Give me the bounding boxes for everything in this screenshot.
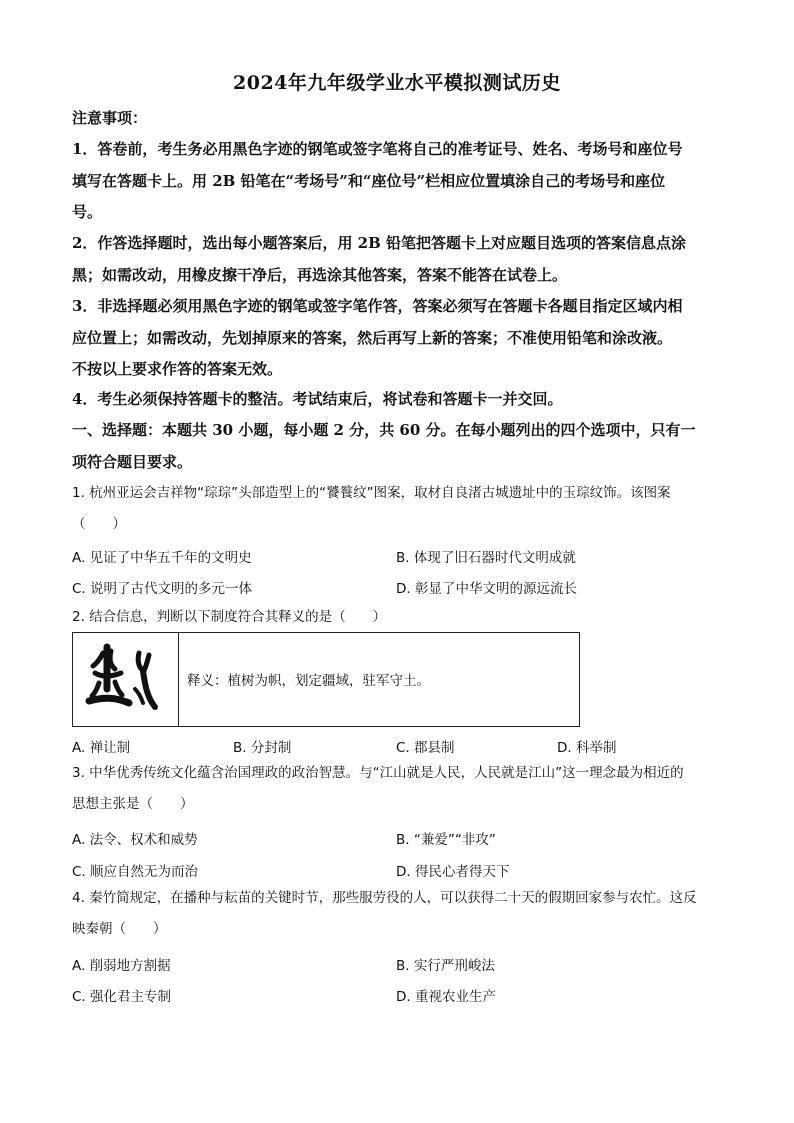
question-2-stem-line1: 2. 结合信息，判断以下制度符合其释义的是（ ）: [72, 609, 387, 625]
notice-item-3-line1: 3．非选择题必须用黑色字迹的钢笔或签字笔作答，答案必须写在答题卡各题目指定区域内相: [72, 297, 683, 315]
question-1-stem-line2: （ ）: [72, 516, 126, 532]
question-2-info-table: [72, 632, 580, 727]
question-4-stem-line2: 映秦朝（ ）: [72, 921, 167, 937]
question-3-stem-line1: 3. 中华优秀传统文化蕴含治国理政的政治智慧。与“江山就是人民，人民就是江山”这一理念最为相近的: [72, 765, 684, 781]
question-1: [72, 478, 722, 540]
question-2-option-a: A. 禅让制: [72, 740, 131, 756]
question-3: [72, 758, 722, 820]
notice-item-2: [72, 228, 722, 291]
question-2-definition: 释义：植树为帜，划定疆域，驻军守土。: [187, 673, 430, 689]
question-2-option-c: C. 郡县制: [396, 740, 455, 756]
question-3-option-c: C. 顺应自然无为而治: [72, 864, 199, 880]
notice-item-4: [72, 384, 722, 416]
question-1-option-c: C. 说明了古代文明的多元一体: [72, 581, 253, 597]
question-2-glyph-cell: [73, 633, 179, 726]
section-1-line1: 一、选择题：本题共 30 小题，每小题 2 分，共 60 分。在每小题列出的四个选项中，只有一: [72, 421, 696, 439]
question-3-option-d: D. 得民心者得天下: [396, 864, 510, 880]
question-1-option-a: A. 见证了中华五千年的文明史: [72, 550, 252, 566]
notice-item-1-line2: 填写在答题卡上。用 2B 铅笔在“考场号”和“座位号”栏相应位置填涂自己的考场号和座位: [72, 171, 666, 190]
question-4-option-b: B. 实行严刑峻法: [396, 958, 495, 974]
notice-item-2-line2: 黑；如需改动，用橡皮擦干净后，再选涂其他答案，答案不能答在试卷上。: [72, 265, 568, 284]
question-3-option-a: A. 法令、权术和威势: [72, 832, 198, 848]
notice-item-1-line3: 号。: [72, 203, 103, 221]
notice-item-1: [72, 134, 722, 229]
notice-item-4-line1: 4．考生必须保持答题卡的整洁。考试结束后，将试卷和答题卡一并交回。: [72, 390, 563, 408]
notice-item-3: [72, 291, 722, 386]
question-2: [72, 602, 722, 633]
question-4-option-d: D. 重视农业生产: [396, 989, 496, 1005]
notice-item-3-line3: 不按以上要求作答的答案无效。: [72, 360, 283, 378]
ancient-character-feng-icon: [73, 633, 178, 726]
page-title: 2024年九年级学业水平模拟测试历史: [233, 72, 561, 94]
section-1-line2: 项符合题目要求。: [72, 452, 193, 471]
question-3-option-b: B. “兼爱”“非攻”: [396, 832, 496, 848]
question-2-option-d: D. 科举制: [557, 740, 617, 756]
question-4-stem-line1: 4. 秦竹简规定，在播种与耘苗的关键时节，那些服劳役的人，可以获得二十天的假期回家参与农忙。这反: [72, 890, 697, 906]
question-4: [72, 883, 722, 945]
question-3-stem-line2: 思想主张是（ ）: [72, 796, 194, 812]
notice-item-1-line1: 1．答卷前，考生务必用黑色字迹的钢笔或签字笔将自己的准考证号、姓名、考场号和座位号: [72, 140, 683, 158]
question-4-option-a: A. 削弱地方割据: [72, 958, 171, 974]
question-1-option-d: D. 彰显了中华文明的源远流长: [396, 581, 577, 597]
section-1-heading: [72, 415, 722, 478]
notice-item-2-line1: 2．作答选择题时，选出每小题答案后，用 2B 铅笔把答题卡上对应题目选项的答案信息点涂: [72, 234, 687, 252]
question-4-option-c: C. 强化君主专制: [72, 989, 172, 1005]
question-1-stem-line1: 1. 杭州亚运会吉祥物“琮琮”头部造型上的“饕餮纹”图案，取材自良渚古城遗址中的玉琮纹饰。该图案: [72, 485, 671, 501]
notice-item-3-line2: 应位置上；如需改动，先划掉原来的答案，然后再写上新的答案；不准使用铅笔和涂改液。: [72, 328, 673, 347]
notice-heading: 注意事项：: [72, 109, 148, 127]
question-2-option-b: B. 分封制: [233, 740, 292, 756]
question-1-option-b: B. 体现了旧石器时代文明成就: [396, 550, 576, 566]
